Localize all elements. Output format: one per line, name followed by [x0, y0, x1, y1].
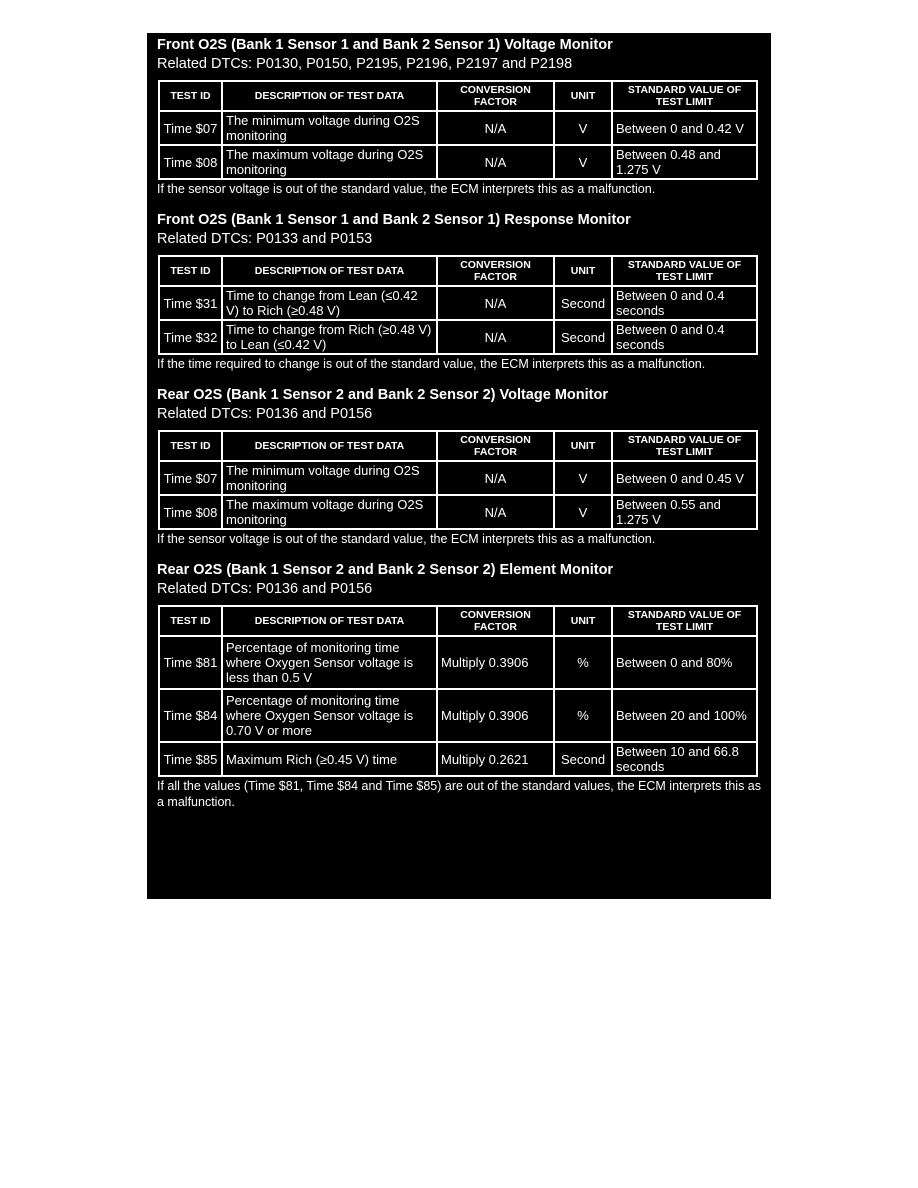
- cell-unit: V: [554, 461, 612, 495]
- related-dtcs: Related DTCs: P0136 and P0156: [157, 581, 373, 597]
- cell-unit: V: [554, 495, 612, 529]
- cell-test-id: Time $81: [159, 636, 222, 689]
- table-row: [159, 742, 757, 776]
- spec-table: [158, 255, 758, 355]
- table-row: [159, 461, 757, 495]
- cell-test-id: Time $07: [159, 461, 222, 495]
- table-row: [159, 636, 757, 689]
- header-description: DESCRIPTION OF TEST DATA: [222, 431, 437, 461]
- header-unit: UNIT: [554, 81, 612, 111]
- header-unit: UNIT: [554, 431, 612, 461]
- related-dtcs: Related DTCs: P0133 and P0153: [157, 231, 373, 247]
- section-note: If all the values (Time $81, Time $84 and Time $85) are out of the standard values, the ECM interprets this as a malfunction.: [157, 779, 762, 809]
- cell-test-id: Time $32: [159, 320, 222, 354]
- header-description: DESCRIPTION OF TEST DATA: [222, 81, 437, 111]
- header-standard-value: STANDARD VALUE OF TEST LIMIT: [612, 606, 757, 636]
- cell-conversion-factor: Multiply 0.3906: [437, 636, 554, 689]
- cell-standard-value: Between 0 and 0.42 V: [612, 111, 757, 145]
- section-title: Front O2S (Bank 1 Sensor 1 and Bank 2 Sensor 1) Response Monitor: [157, 212, 631, 228]
- header-standard-value: STANDARD VALUE OF TEST LIMIT: [612, 431, 757, 461]
- cell-unit: Second: [554, 286, 612, 320]
- cell-unit: %: [554, 689, 612, 742]
- section-note: If the sensor voltage is out of the standard value, the ECM interprets this as a malfunction.: [157, 532, 656, 546]
- spec-table: [158, 80, 758, 180]
- cell-test-id: Time $84: [159, 689, 222, 742]
- section-title: Front O2S (Bank 1 Sensor 1 and Bank 2 Sensor 1) Voltage Monitor: [157, 37, 613, 53]
- cell-conversion-factor: N/A: [437, 461, 554, 495]
- header-conversion-factor: CONVERSION FACTOR: [437, 81, 554, 111]
- cell-description: The maximum voltage during O2S monitoring: [222, 145, 437, 179]
- cell-unit: V: [554, 111, 612, 145]
- cell-test-id: Time $07: [159, 111, 222, 145]
- cell-standard-value: Between 0 and 0.45 V: [612, 461, 757, 495]
- cell-conversion-factor: N/A: [437, 145, 554, 179]
- cell-description: Time to change from Rich (≥0.48 V) to Lean (≤0.42 V): [222, 320, 437, 354]
- related-dtcs: Related DTCs: P0136 and P0156: [157, 406, 373, 422]
- cell-description: The maximum voltage during O2S monitoring: [222, 495, 437, 529]
- cell-standard-value: Between 0 and 0.4 seconds: [612, 286, 757, 320]
- cell-standard-value: Between 0 and 80%: [612, 636, 757, 689]
- cell-test-id: Time $31: [159, 286, 222, 320]
- table-header-row: [159, 81, 757, 111]
- cell-test-id: Time $85: [159, 742, 222, 776]
- cell-conversion-factor: Multiply 0.3906: [437, 689, 554, 742]
- cell-unit: %: [554, 636, 612, 689]
- spec-table: [158, 430, 758, 530]
- cell-unit: Second: [554, 320, 612, 354]
- table-header-row: [159, 431, 757, 461]
- section-title: Rear O2S (Bank 1 Sensor 2 and Bank 2 Sensor 2) Voltage Monitor: [157, 387, 608, 403]
- table-row: [159, 286, 757, 320]
- header-unit: UNIT: [554, 256, 612, 286]
- related-dtcs: Related DTCs: P0130, P0150, P2195, P2196, P2197 and P2198: [157, 56, 573, 72]
- cell-conversion-factor: Multiply 0.2621: [437, 742, 554, 776]
- header-test-id: TEST ID: [159, 256, 222, 286]
- cell-standard-value: Between 0.48 and 1.275 V: [612, 145, 757, 179]
- cell-test-id: Time $08: [159, 145, 222, 179]
- header-description: DESCRIPTION OF TEST DATA: [222, 256, 437, 286]
- cell-standard-value: Between 0 and 0.4 seconds: [612, 320, 757, 354]
- table-header-row: [159, 606, 757, 636]
- document-panel: [147, 33, 771, 899]
- cell-description: Percentage of monitoring time where Oxygen Sensor voltage is 0.70 V or more: [222, 689, 437, 742]
- section-front-o2s-response-monitor: [157, 211, 761, 372]
- cell-test-id: Time $08: [159, 495, 222, 529]
- cell-description: Maximum Rich (≥0.45 V) time: [222, 742, 437, 776]
- cell-unit: V: [554, 145, 612, 179]
- table-header-row: [159, 256, 757, 286]
- header-standard-value: STANDARD VALUE OF TEST LIMIT: [612, 256, 757, 286]
- cell-description: The minimum voltage during O2S monitoring: [222, 461, 437, 495]
- cell-standard-value: Between 10 and 66.8 seconds: [612, 742, 757, 776]
- header-unit: UNIT: [554, 606, 612, 636]
- cell-description: Percentage of monitoring time where Oxygen Sensor voltage is less than 0.5 V: [222, 636, 437, 689]
- table-row: [159, 689, 757, 742]
- section-front-o2s-voltage-monitor: [157, 36, 761, 197]
- cell-standard-value: Between 0.55 and 1.275 V: [612, 495, 757, 529]
- header-test-id: TEST ID: [159, 81, 222, 111]
- table-row: [159, 495, 757, 529]
- header-conversion-factor: CONVERSION FACTOR: [437, 606, 554, 636]
- cell-description: Time to change from Lean (≤0.42 V) to Rich (≥0.48 V): [222, 286, 437, 320]
- cell-description: The minimum voltage during O2S monitoring: [222, 111, 437, 145]
- spec-table: [158, 605, 758, 777]
- section-note: If the sensor voltage is out of the standard value, the ECM interprets this as a malfunction.: [157, 182, 656, 196]
- cell-conversion-factor: N/A: [437, 495, 554, 529]
- header-conversion-factor: CONVERSION FACTOR: [437, 431, 554, 461]
- table-row: [159, 145, 757, 179]
- header-conversion-factor: CONVERSION FACTOR: [437, 256, 554, 286]
- cell-conversion-factor: N/A: [437, 320, 554, 354]
- header-test-id: TEST ID: [159, 431, 222, 461]
- header-description: DESCRIPTION OF TEST DATA: [222, 606, 437, 636]
- section-title: Rear O2S (Bank 1 Sensor 2 and Bank 2 Sensor 2) Element Monitor: [157, 562, 614, 578]
- header-test-id: TEST ID: [159, 606, 222, 636]
- section-rear-o2s-voltage-monitor: [157, 386, 761, 547]
- header-standard-value: STANDARD VALUE OF TEST LIMIT: [612, 81, 757, 111]
- cell-standard-value: Between 20 and 100%: [612, 689, 757, 742]
- section-note: If the time required to change is out of the standard value, the ECM interprets this as a malfunction.: [157, 357, 706, 371]
- table-row: [159, 111, 757, 145]
- table-row: [159, 320, 757, 354]
- cell-conversion-factor: N/A: [437, 286, 554, 320]
- section-rear-o2s-element-monitor: [157, 561, 761, 810]
- cell-conversion-factor: N/A: [437, 111, 554, 145]
- cell-unit: Second: [554, 742, 612, 776]
